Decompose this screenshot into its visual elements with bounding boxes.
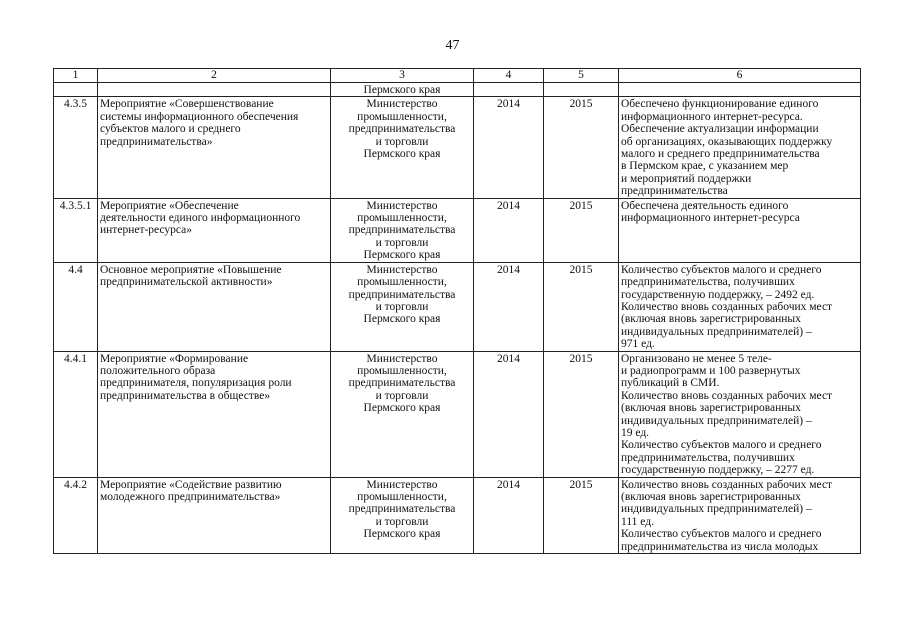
activity-name-cell <box>98 262 331 351</box>
expected-result-line: предпринимательства, получивших <box>621 451 795 464</box>
end-year-cell: 2015 <box>544 97 619 198</box>
expected-result-line: индивидуальных предпринимателей) – <box>621 325 812 338</box>
expected-result-line: Организовано не менее 5 теле- <box>621 352 772 365</box>
activity-name-line: положительного образа <box>100 364 216 377</box>
expected-result-line: Количество вновь созданных рабочих мест <box>621 300 833 313</box>
activity-name-line: субъектов малого и среднего <box>100 123 241 136</box>
activity-name-line: предпринимательской активности» <box>100 276 273 289</box>
executor-cell <box>331 262 474 351</box>
table-cell <box>544 83 619 97</box>
expected-result-line: Количество субъектов малого и среднего <box>621 263 822 276</box>
expected-result-line: индивидуальных предпринимателей) – <box>621 414 812 427</box>
executor-line: промышленности, <box>357 491 447 503</box>
executor-line: и торговли <box>375 515 429 528</box>
activity-name-cell <box>98 477 331 553</box>
activity-name-line: Мероприятие «Содействие развитию <box>100 478 282 491</box>
executor-line: Министерство <box>366 352 438 365</box>
expected-result-line: Количество вновь созданных рабочих мест <box>621 389 833 402</box>
expected-result-cell <box>619 351 861 477</box>
expected-result-line: 19 ед. <box>621 426 650 439</box>
executor-line: промышленности, <box>357 110 447 123</box>
expected-result-line: (включая вновь зарегистрированных <box>621 402 801 415</box>
table-row <box>54 198 861 262</box>
activity-name-line: Мероприятие «Формирование <box>100 352 249 365</box>
activity-name-line: предпринимателя, популяризация роли <box>100 377 292 390</box>
expected-result-line: в Пермском крае, с указанием мер <box>621 160 789 173</box>
expected-result-line: 971 ед. <box>621 338 655 351</box>
table-cell <box>98 83 331 97</box>
table-row <box>54 97 861 198</box>
executor-cell <box>331 97 474 198</box>
continuation-row <box>54 83 861 97</box>
end-year-cell: 2015 <box>544 351 619 477</box>
table-cell <box>474 83 544 97</box>
activity-name-line: предпринимательства» <box>100 135 213 148</box>
activity-number-cell: 4.3.5.1 <box>54 198 98 262</box>
executor-line: промышленности, <box>357 212 447 225</box>
header-cell: 5 <box>544 69 619 83</box>
expected-result-line: предпринимательства <box>621 185 728 198</box>
table-row <box>54 262 861 351</box>
executor-line: предпринимательства <box>348 123 456 136</box>
activity-name-line: системы информационного обеспечения <box>100 110 299 123</box>
header-cell: 3 <box>331 69 474 83</box>
executor-line: Министерство <box>366 478 438 491</box>
expected-result-line: (включая вновь зарегистрированных <box>621 491 801 503</box>
executor-line: предпринимательства <box>348 503 456 516</box>
end-year-cell: 2015 <box>544 477 619 553</box>
executor-cell <box>331 351 474 477</box>
activity-name-line: молодежного предпринимательства» <box>100 491 281 503</box>
activity-number-cell: 4.3.5 <box>54 97 98 198</box>
expected-result-line: публикаций в СМИ. <box>621 377 720 390</box>
activity-name-line: Основное мероприятие «Повышение <box>100 263 282 276</box>
start-year-cell: 2014 <box>474 477 544 553</box>
executor-line: Пермского края <box>363 249 441 262</box>
expected-result-line: Количество субъектов малого и среднего <box>621 439 822 452</box>
expected-result-line: 111 ед. <box>621 515 654 528</box>
executor-cell <box>331 477 474 553</box>
expected-result-line: Обеспечена деятельность единого <box>621 199 789 212</box>
activity-number-cell: 4.4.2 <box>54 477 98 553</box>
table-row <box>54 477 861 553</box>
expected-result-line: и мероприятий поддержки <box>621 172 752 185</box>
expected-result-line: Обеспечено функционирование единого <box>621 98 819 111</box>
activity-name-cell <box>98 198 331 262</box>
expected-result-line: информационного интернет-ресурса <box>621 212 800 225</box>
expected-result-line: предпринимательства, получивших <box>621 276 795 289</box>
expected-result-line: индивидуальных предпринимателей) – <box>621 503 812 516</box>
table-cell <box>619 83 861 97</box>
table-row <box>54 351 861 477</box>
expected-result-cell <box>619 477 861 553</box>
expected-result-cell <box>619 262 861 351</box>
start-year-cell: 2014 <box>474 97 544 198</box>
expected-result-line: и радиопрограмм и 100 развернутых <box>621 364 801 377</box>
executor-cell <box>331 198 474 262</box>
header-cell: 1 <box>54 69 98 83</box>
continuation-executor-cell: Пермского края <box>331 83 474 97</box>
executor-line: Министерство <box>366 98 438 111</box>
end-year-cell: 2015 <box>544 198 619 262</box>
activity-name-line: интернет-ресурса» <box>100 224 192 237</box>
executor-line: Пермского края <box>363 528 441 541</box>
activity-name-cell <box>98 97 331 198</box>
table-cell <box>54 83 98 97</box>
executor-line: Министерство <box>366 263 438 276</box>
executor-line: промышленности, <box>357 276 447 289</box>
activity-number-cell: 4.4.1 <box>54 351 98 477</box>
page-number: 47 <box>445 38 460 53</box>
program-activities-table <box>53 68 861 554</box>
executor-line: Пермского края <box>363 402 441 415</box>
executor-line: предпринимательства <box>348 377 456 390</box>
executor-line: и торговли <box>375 389 429 402</box>
executor-line: Пермского края <box>363 148 441 161</box>
activity-name-line: Мероприятие «Совершенствование <box>100 98 274 111</box>
expected-result-line: малого и среднего предпринимательства <box>621 148 820 161</box>
executor-line: промышленности, <box>357 364 447 377</box>
column-number-header-row <box>54 69 861 83</box>
executor-line: предпринимательства <box>348 224 456 237</box>
expected-result-line: государственную поддержку, – 2277 ед. <box>621 464 815 477</box>
expected-result-line: Количество вновь созданных рабочих мест <box>621 478 833 491</box>
expected-result-line: предпринимательства из числа молодых <box>621 540 819 553</box>
activity-name-line: Мероприятие «Обеспечение <box>100 199 239 212</box>
expected-result-line: об организациях, оказывающих поддержку <box>621 135 833 148</box>
executor-line: и торговли <box>375 236 429 249</box>
executor-line: Министерство <box>366 199 438 212</box>
executor-line: и торговли <box>375 300 429 313</box>
start-year-cell: 2014 <box>474 198 544 262</box>
activity-name-line: предпринимательства в обществе» <box>100 389 271 402</box>
expected-result-cell <box>619 97 861 198</box>
end-year-cell: 2015 <box>544 262 619 351</box>
start-year-cell: 2014 <box>474 351 544 477</box>
executor-line: и торговли <box>375 135 429 148</box>
activity-name-line: деятельности единого информационного <box>100 212 301 225</box>
start-year-cell: 2014 <box>474 262 544 351</box>
expected-result-line: информационного интернет-ресурса. <box>621 110 803 123</box>
header-cell: 6 <box>619 69 861 83</box>
header-cell: 2 <box>98 69 331 83</box>
expected-result-line: (включая вновь зарегистрированных <box>621 313 801 326</box>
expected-result-line: государственную поддержку, – 2492 ед. <box>621 288 815 301</box>
activity-name-cell <box>98 351 331 477</box>
expected-result-cell <box>619 198 861 262</box>
activity-number-cell: 4.4 <box>54 262 98 351</box>
header-cell: 4 <box>474 69 544 83</box>
expected-result-line: Количество субъектов малого и среднего <box>621 528 822 541</box>
executor-line: предпринимательства <box>348 288 456 301</box>
executor-line: Пермского края <box>363 313 441 326</box>
expected-result-line: Обеспечение актуализации информации <box>621 123 819 136</box>
